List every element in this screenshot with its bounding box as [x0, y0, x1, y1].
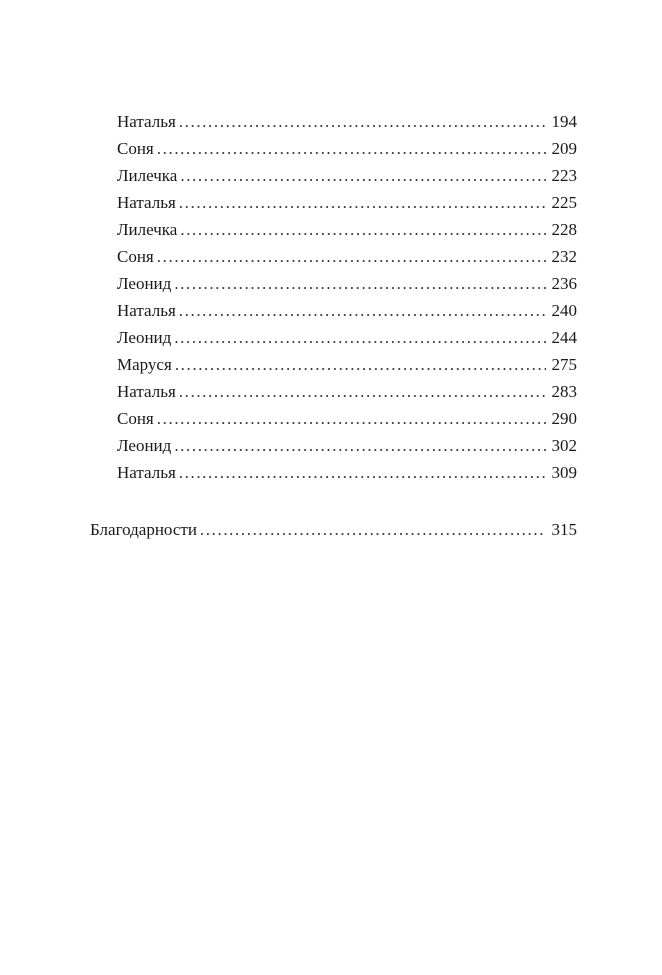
- dot-leader: [157, 405, 546, 432]
- toc-entry-natalya-225: [117, 189, 577, 216]
- toc-entry-acknowledgements: [90, 516, 577, 543]
- entry-page-number: 302: [551, 436, 577, 455]
- toc-entry-natalya-309: [117, 459, 577, 486]
- toc-entry-natalya-283: [117, 378, 577, 405]
- entry-page-number: 283: [551, 382, 577, 401]
- entry-page-number: 232: [551, 247, 577, 266]
- dot-leader: [179, 459, 546, 486]
- dot-leader: [157, 243, 546, 270]
- toc-entry-marusya-275: [117, 351, 577, 378]
- toc-entry-leonid-302: [117, 432, 577, 459]
- entry-title: Соня: [117, 409, 154, 428]
- dot-leader: [180, 162, 545, 189]
- entry-page-number: 225: [551, 193, 577, 212]
- dot-leader: [179, 378, 546, 405]
- dot-leader: [179, 108, 546, 135]
- dot-leader: [179, 189, 546, 216]
- entry-page-number: 275: [551, 355, 577, 374]
- dot-leader: [174, 324, 545, 351]
- toc-entry-lilechka-228: [117, 216, 577, 243]
- toc-entry-sonya-209: [117, 135, 577, 162]
- toc-entry-leonid-244: [117, 324, 577, 351]
- toc-entry-natalya-194: [117, 108, 577, 135]
- entry-title: Соня: [117, 139, 154, 158]
- entry-title: Наталья: [117, 301, 176, 320]
- toc-entry-sonya-232: [117, 243, 577, 270]
- entry-page-number: 240: [551, 301, 577, 320]
- entry-page-number: 223: [551, 166, 577, 185]
- entry-title: Соня: [117, 247, 154, 266]
- entry-title: Наталья: [117, 112, 176, 131]
- entry-page-number: 228: [551, 220, 577, 239]
- dot-leader: [174, 432, 545, 459]
- toc-entry-lilechka-223: [117, 162, 577, 189]
- entry-title: Благодарности: [90, 520, 197, 539]
- entry-page-number: 209: [551, 139, 577, 158]
- entry-title: Наталья: [117, 382, 176, 401]
- toc-entry-sonya-290: [117, 405, 577, 432]
- dot-leader: [200, 516, 546, 543]
- dot-leader: [174, 270, 545, 297]
- dot-leader: [179, 297, 546, 324]
- entry-title: Маруся: [117, 355, 172, 374]
- entry-page-number: 309: [551, 463, 577, 482]
- entry-title: Леонид: [117, 274, 172, 293]
- entry-page-number: 194: [551, 112, 577, 131]
- toc-entry-leonid-236: [117, 270, 577, 297]
- toc-entry-natalya-240: [117, 297, 577, 324]
- entry-title: Наталья: [117, 463, 176, 482]
- entry-title: Лилечка: [117, 220, 178, 239]
- entry-page-number: 290: [551, 409, 577, 428]
- entry-title: Леонид: [117, 436, 172, 455]
- entry-title: Леонид: [117, 328, 172, 347]
- entry-title: Лилечка: [117, 166, 178, 185]
- dot-leader: [157, 135, 546, 162]
- dot-leader: [180, 216, 545, 243]
- entry-page-number: 236: [551, 274, 577, 293]
- entry-page-number: 315: [551, 520, 577, 539]
- dot-leader: [175, 351, 546, 378]
- entry-title: Наталья: [117, 193, 176, 212]
- entry-page-number: 244: [551, 328, 577, 347]
